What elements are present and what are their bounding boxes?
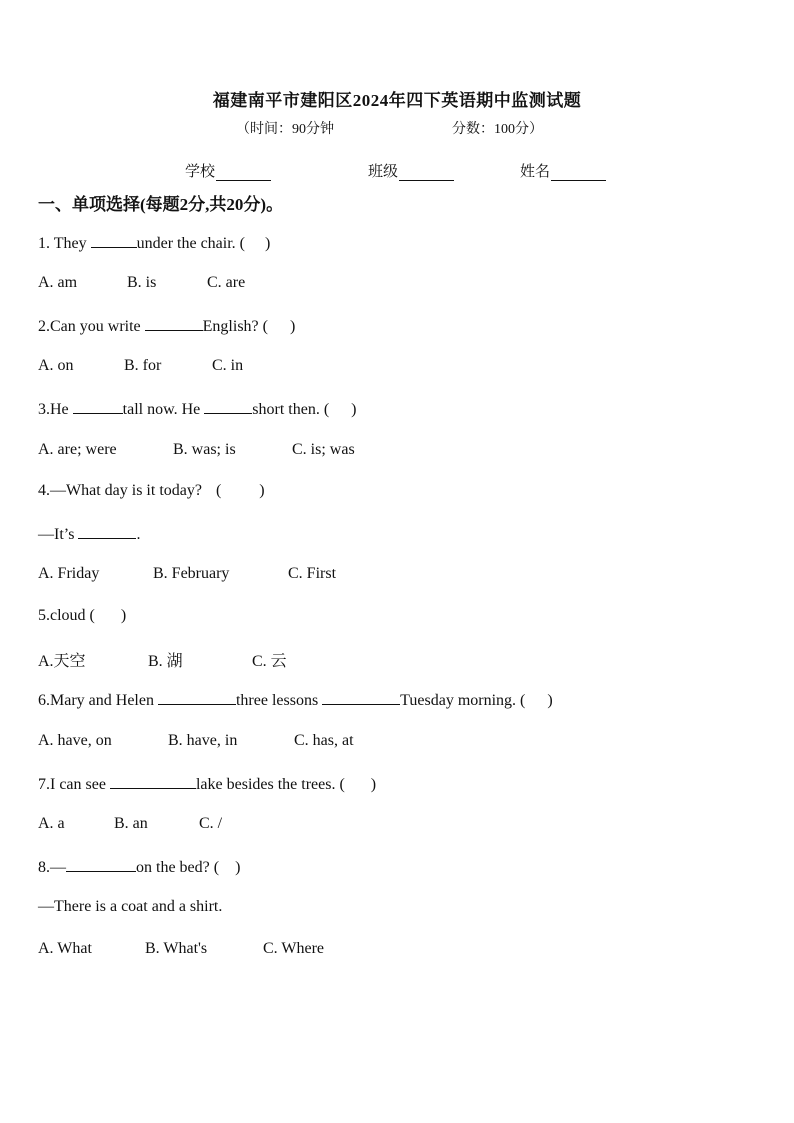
option-a[interactable]: A. on xyxy=(38,357,74,374)
question-text: short then. ( xyxy=(252,401,330,418)
question-text: tall now. He xyxy=(122,401,205,418)
question-6 xyxy=(38,690,553,710)
option-c[interactable]: C. has, at xyxy=(294,732,354,749)
answer-blank[interactable] xyxy=(66,857,136,872)
option-b[interactable]: B. February xyxy=(153,565,230,582)
question-3-options xyxy=(38,441,355,459)
question-text: ) xyxy=(370,776,377,793)
question-text: lake besides the trees. ( xyxy=(195,776,345,793)
question-1-options xyxy=(38,274,245,292)
question-text: 8.— xyxy=(38,859,66,876)
option-b[interactable]: B. What's xyxy=(145,940,208,957)
question-text: on the bed? ( xyxy=(136,859,220,876)
option-b[interactable]: B. for xyxy=(124,357,162,374)
section-heading: 一、单项选择(每题2分,共20分)。 xyxy=(38,195,284,214)
question-text: ) xyxy=(265,235,271,252)
name-label: 姓名 xyxy=(520,164,551,180)
school-field[interactable] xyxy=(185,160,271,181)
school-blank[interactable] xyxy=(216,164,271,181)
question-8-answer: —There is a coat and a shirt. xyxy=(38,898,223,915)
question-text: 6.Mary and Helen xyxy=(38,692,158,709)
question-text: English? ( xyxy=(202,318,268,335)
question-2 xyxy=(38,316,295,336)
question-text: ) xyxy=(289,318,296,335)
option-a[interactable]: A. am xyxy=(38,274,78,291)
school-label: 学校 xyxy=(185,164,216,180)
question-text: . xyxy=(136,526,141,543)
question-text: ) xyxy=(351,401,357,418)
question-text: 2.Can you write xyxy=(38,318,145,335)
exam-score: 分数：100分） xyxy=(452,122,543,137)
question-3 xyxy=(38,399,356,419)
question-text: 5.cloud ( xyxy=(38,607,95,624)
option-b[interactable]: B. an xyxy=(114,815,148,832)
question-text: under the chair. ( xyxy=(136,235,245,252)
question-text: 7.I can see xyxy=(38,776,110,793)
answer-blank[interactable] xyxy=(78,524,136,539)
class-field[interactable] xyxy=(368,160,454,181)
question-text: —It’s xyxy=(38,526,79,543)
option-c[interactable]: C. First xyxy=(288,565,337,582)
option-c[interactable]: C. / xyxy=(199,815,223,832)
option-a[interactable]: A. What xyxy=(38,940,92,957)
question-text: ( xyxy=(215,482,222,499)
option-c[interactable]: C. 云 xyxy=(252,653,287,670)
question-5-options xyxy=(38,648,287,671)
class-blank[interactable] xyxy=(399,164,454,181)
option-a[interactable]: A. are; were xyxy=(38,441,117,458)
option-c[interactable]: C. are xyxy=(207,274,246,291)
question-7-options xyxy=(38,815,222,833)
question-text: ) xyxy=(235,859,241,876)
question-7 xyxy=(38,774,376,794)
answer-blank[interactable] xyxy=(204,399,252,414)
question-1 xyxy=(38,233,270,253)
question-text: 4.—What day is it today? xyxy=(38,482,202,499)
option-c[interactable]: C. is; was xyxy=(292,441,355,458)
answer-blank[interactable] xyxy=(322,690,400,705)
question-text: three lessons xyxy=(235,692,323,709)
option-a[interactable]: A.天空 xyxy=(38,653,86,670)
answer-blank[interactable] xyxy=(145,316,203,331)
question-text: ) xyxy=(547,692,553,709)
question-text: 3.He xyxy=(38,401,73,418)
answer-blank[interactable] xyxy=(73,399,123,414)
question-8 xyxy=(38,857,240,877)
answer-blank[interactable] xyxy=(91,233,137,248)
question-5 xyxy=(38,607,126,625)
option-b[interactable]: B. was; is xyxy=(173,441,236,458)
exam-time: （时间：90分钟 xyxy=(236,122,334,137)
question-8-options xyxy=(38,940,324,958)
option-c[interactable]: C. Where xyxy=(263,940,325,957)
name-blank[interactable] xyxy=(551,164,606,181)
class-label: 班级 xyxy=(368,164,399,180)
question-text: 1. They xyxy=(38,235,91,252)
question-2-options xyxy=(38,357,243,375)
option-b[interactable]: B. have, in xyxy=(168,732,238,749)
question-4 xyxy=(38,482,265,500)
exam-title: 福建南平市建阳区2024年四下英语期中监测试题 xyxy=(212,91,582,110)
answer-blank[interactable] xyxy=(158,690,236,705)
question-text: ) xyxy=(259,482,265,499)
option-a[interactable]: A. have, on xyxy=(38,732,112,749)
question-4-answer xyxy=(38,524,140,544)
question-4-options xyxy=(38,565,336,583)
question-text: ) xyxy=(120,607,127,624)
option-a[interactable]: A. a xyxy=(38,815,65,832)
name-field[interactable] xyxy=(520,160,606,181)
option-b[interactable]: B. 湖 xyxy=(148,653,183,670)
question-6-options xyxy=(38,732,354,750)
option-a[interactable]: A. Friday xyxy=(38,565,100,582)
question-text: Tuesday morning. ( xyxy=(400,692,526,709)
option-c[interactable]: C. in xyxy=(212,357,244,374)
answer-blank[interactable] xyxy=(110,774,196,789)
option-b[interactable]: B. is xyxy=(127,274,157,291)
